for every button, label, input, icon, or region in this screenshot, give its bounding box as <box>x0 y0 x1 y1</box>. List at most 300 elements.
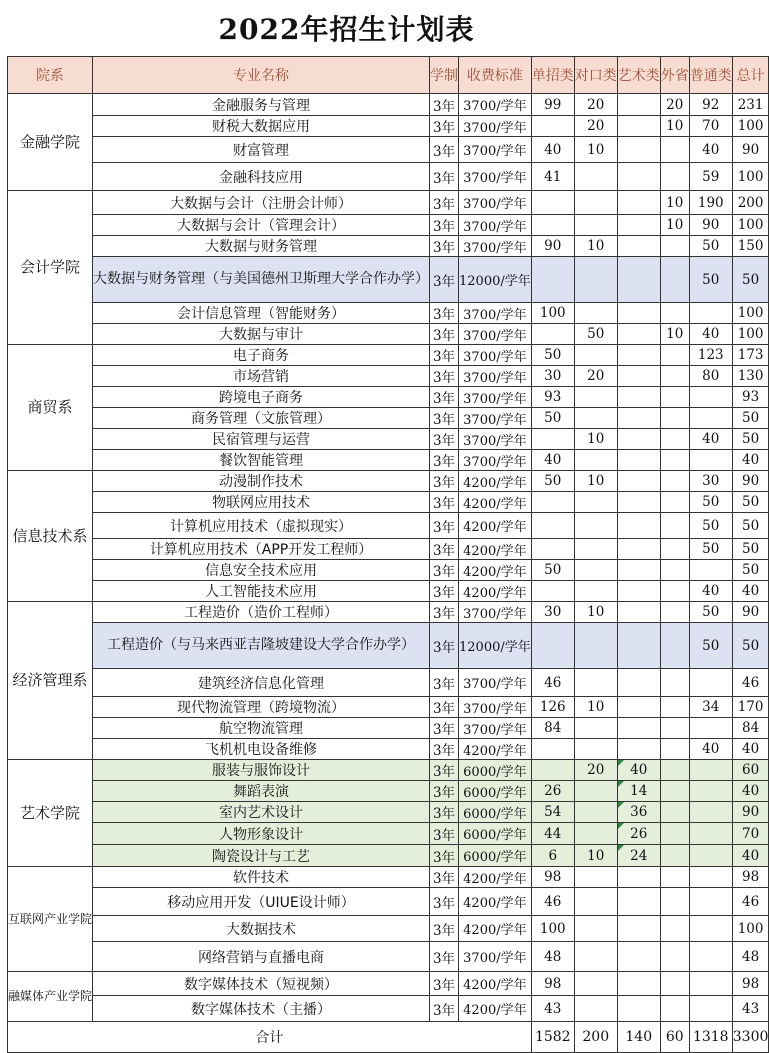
major-name: 餐饮智能管理 <box>93 450 430 471</box>
table-row <box>8 781 769 802</box>
total-cell: 150 <box>732 236 769 257</box>
duikou-cell <box>574 408 617 429</box>
table-row <box>8 345 769 366</box>
waisheng-cell <box>660 602 689 623</box>
fee-cell: 4200/学年 <box>459 560 532 581</box>
waisheng-cell: 10 <box>660 191 689 215</box>
duration-cell: 3年 <box>430 972 459 996</box>
major-name: 网络营销与直播电商 <box>93 942 430 972</box>
duration-cell: 3年 <box>430 137 459 163</box>
department-cell: 经济管理系 <box>8 602 93 760</box>
table-row <box>8 602 769 623</box>
major-name: 金融科技应用 <box>93 163 430 191</box>
danzhao-cell: 6 <box>531 845 574 867</box>
duration-cell: 3年 <box>430 802 459 823</box>
waisheng-cell <box>660 739 689 760</box>
duikou-cell <box>574 560 617 581</box>
putong-cell: 50 <box>689 236 732 257</box>
major-name: 人工智能技术应用 <box>93 581 430 602</box>
duikou-cell: 10 <box>574 697 617 718</box>
total-cell: 60 <box>732 760 769 781</box>
header-danzhao: 单招类 <box>531 57 574 94</box>
major-name: 信息安全技术应用 <box>93 560 430 581</box>
yishu-cell <box>617 669 660 697</box>
fee-cell: 4200/学年 <box>459 972 532 996</box>
total-total: 3300 <box>732 1022 769 1053</box>
waisheng-cell <box>660 718 689 739</box>
duikou-cell <box>574 513 617 539</box>
total-cell: 50 <box>732 257 769 303</box>
danzhao-cell <box>531 324 574 345</box>
danzhao-cell: 40 <box>531 450 574 471</box>
duration-cell: 3年 <box>430 760 459 781</box>
danzhao-cell <box>531 513 574 539</box>
total-yishu: 140 <box>617 1022 660 1053</box>
total-cell: 98 <box>732 867 769 888</box>
total-cell: 130 <box>732 366 769 387</box>
putong-cell <box>689 387 732 408</box>
yishu-cell <box>617 429 660 450</box>
duration-cell: 3年 <box>430 623 459 669</box>
fee-cell: 3700/学年 <box>459 602 532 623</box>
duration-cell: 3年 <box>430 387 459 408</box>
duikou-cell <box>574 623 617 669</box>
putong-cell: 50 <box>689 623 732 669</box>
fee-cell: 3700/学年 <box>459 324 532 345</box>
putong-cell <box>689 760 732 781</box>
waisheng-cell <box>660 236 689 257</box>
major-name: 财税大数据应用 <box>93 116 430 137</box>
putong-cell <box>689 972 732 996</box>
department-cell: 艺术学院 <box>8 760 93 867</box>
major-name: 市场营销 <box>93 366 430 387</box>
table-row <box>8 581 769 602</box>
putong-cell: 50 <box>689 602 732 623</box>
fee-cell: 6000/学年 <box>459 760 532 781</box>
yishu-cell <box>617 623 660 669</box>
duikou-cell <box>574 669 617 697</box>
waisheng-cell <box>660 996 689 1022</box>
department-cell: 金融学院 <box>8 94 93 191</box>
total-cell: 93 <box>732 387 769 408</box>
table-row <box>8 492 769 513</box>
duration-cell: 3年 <box>430 739 459 760</box>
putong-cell <box>689 845 732 867</box>
table-row <box>8 996 769 1022</box>
waisheng-cell <box>660 303 689 324</box>
duration-cell: 3年 <box>430 916 459 942</box>
waisheng-cell <box>660 137 689 163</box>
total-cell: 70 <box>732 823 769 845</box>
duikou-cell <box>574 739 617 760</box>
yishu-cell <box>617 303 660 324</box>
yishu-cell <box>617 513 660 539</box>
waisheng-cell <box>660 366 689 387</box>
major-name: 航空物流管理 <box>93 718 430 739</box>
putong-cell <box>689 303 732 324</box>
major-name: 动漫制作技术 <box>93 471 430 492</box>
major-name: 工程造价（与马来西亚吉隆坡建设大学合作办学） <box>93 623 430 669</box>
table-row <box>8 257 769 303</box>
duration-cell: 3年 <box>430 669 459 697</box>
fee-cell: 3700/学年 <box>459 236 532 257</box>
putong-cell: 92 <box>689 94 732 116</box>
major-name: 大数据与财务管理 <box>93 236 430 257</box>
duikou-cell <box>574 916 617 942</box>
duration-cell: 3年 <box>430 845 459 867</box>
duikou-cell <box>574 718 617 739</box>
table-row <box>8 888 769 916</box>
duikou-cell: 20 <box>574 760 617 781</box>
yishu-cell <box>617 137 660 163</box>
danzhao-cell: 90 <box>531 236 574 257</box>
total-cell: 200 <box>732 191 769 215</box>
total-cell: 50 <box>732 539 769 560</box>
table-row <box>8 191 769 215</box>
danzhao-cell: 46 <box>531 669 574 697</box>
putong-cell <box>689 996 732 1022</box>
fee-cell: 6000/学年 <box>459 823 532 845</box>
duikou-cell <box>574 823 617 845</box>
danzhao-cell: 54 <box>531 802 574 823</box>
table-row <box>8 823 769 845</box>
enrollment-plan-table <box>7 56 769 1053</box>
duration-cell: 3年 <box>430 163 459 191</box>
major-name: 大数据与会计（注册会计师） <box>93 191 430 215</box>
duikou-cell <box>574 972 617 996</box>
header-duration: 学制 <box>430 57 459 94</box>
danzhao-cell: 93 <box>531 387 574 408</box>
waisheng-cell <box>660 623 689 669</box>
waisheng-cell <box>660 408 689 429</box>
yishu-cell <box>617 581 660 602</box>
fee-cell: 6000/学年 <box>459 845 532 867</box>
putong-cell: 190 <box>689 191 732 215</box>
duration-cell: 3年 <box>430 257 459 303</box>
danzhao-cell: 98 <box>531 867 574 888</box>
duration-cell: 3年 <box>430 450 459 471</box>
putong-cell <box>689 669 732 697</box>
table-row <box>8 471 769 492</box>
total-cell: 40 <box>732 781 769 802</box>
total-cell: 46 <box>732 669 769 697</box>
major-name: 电子商务 <box>93 345 430 366</box>
danzhao-cell: 50 <box>531 408 574 429</box>
fee-cell: 3700/学年 <box>459 303 532 324</box>
duration-cell: 3年 <box>430 236 459 257</box>
yishu-cell <box>617 996 660 1022</box>
duikou-cell <box>574 942 617 972</box>
total-cell: 40 <box>732 450 769 471</box>
danzhao-cell <box>531 429 574 450</box>
duration-cell: 3年 <box>430 429 459 450</box>
fee-cell: 4200/学年 <box>459 888 532 916</box>
fee-cell: 3700/学年 <box>459 366 532 387</box>
total-cell: 100 <box>732 116 769 137</box>
duration-cell: 3年 <box>430 867 459 888</box>
header-total: 总计 <box>732 57 769 94</box>
putong-cell <box>689 888 732 916</box>
yishu-cell: 26 <box>617 823 660 845</box>
fee-cell: 12000/学年 <box>459 623 532 669</box>
major-name: 计算机应用技术（APP开发工程师） <box>93 539 430 560</box>
total-cell: 170 <box>732 697 769 718</box>
duikou-cell <box>574 802 617 823</box>
danzhao-cell: 50 <box>531 471 574 492</box>
major-name: 软件技术 <box>93 867 430 888</box>
major-name: 建筑经济信息化管理 <box>93 669 430 697</box>
total-cell: 100 <box>732 303 769 324</box>
table-row <box>8 697 769 718</box>
duikou-cell: 10 <box>574 429 617 450</box>
total-row <box>8 1022 769 1053</box>
waisheng-cell <box>660 942 689 972</box>
table-row <box>8 560 769 581</box>
fee-cell: 4200/学年 <box>459 739 532 760</box>
total-danzhao: 1582 <box>531 1022 574 1053</box>
waisheng-cell: 10 <box>660 116 689 137</box>
table-row <box>8 669 769 697</box>
department-cell: 会计学院 <box>8 191 93 345</box>
table-row <box>8 513 769 539</box>
danzhao-cell <box>531 739 574 760</box>
total-cell: 90 <box>732 137 769 163</box>
putong-cell: 90 <box>689 215 732 236</box>
total-cell: 100 <box>732 916 769 942</box>
fee-cell: 4200/学年 <box>459 581 532 602</box>
yishu-cell <box>617 942 660 972</box>
major-name: 大数据与会计（管理会计） <box>93 215 430 236</box>
danzhao-cell: 26 <box>531 781 574 802</box>
yishu-cell: 14 <box>617 781 660 802</box>
yishu-cell <box>617 888 660 916</box>
yishu-cell <box>617 116 660 137</box>
danzhao-cell: 48 <box>531 942 574 972</box>
table-row <box>8 867 769 888</box>
table-row <box>8 163 769 191</box>
yishu-cell: 36 <box>617 802 660 823</box>
danzhao-cell <box>531 539 574 560</box>
danzhao-cell: 84 <box>531 718 574 739</box>
duikou-cell: 20 <box>574 116 617 137</box>
waisheng-cell <box>660 972 689 996</box>
waisheng-cell <box>660 163 689 191</box>
fee-cell: 4200/学年 <box>459 867 532 888</box>
fee-cell: 3700/学年 <box>459 408 532 429</box>
duikou-cell: 10 <box>574 602 617 623</box>
major-name: 大数据与审计 <box>93 324 430 345</box>
department-cell: 商贸系 <box>8 345 93 471</box>
department-cell: 融媒体产业学院 <box>8 972 93 1022</box>
total-cell: 50 <box>732 623 769 669</box>
fee-cell: 3700/学年 <box>459 215 532 236</box>
putong-cell: 50 <box>689 257 732 303</box>
major-name: 金融服务与管理 <box>93 94 430 116</box>
header-row <box>8 57 769 94</box>
yishu-cell <box>617 602 660 623</box>
fee-cell: 3700/学年 <box>459 137 532 163</box>
duration-cell: 3年 <box>430 324 459 345</box>
fee-cell: 3700/学年 <box>459 697 532 718</box>
total-duikou: 200 <box>574 1022 617 1053</box>
duikou-cell: 20 <box>574 94 617 116</box>
putong-cell: 30 <box>689 471 732 492</box>
duikou-cell: 10 <box>574 471 617 492</box>
duration-cell: 3年 <box>430 471 459 492</box>
putong-cell: 50 <box>689 539 732 560</box>
duration-cell: 3年 <box>430 513 459 539</box>
danzhao-cell: 50 <box>531 560 574 581</box>
putong-cell <box>689 802 732 823</box>
major-name: 物联网应用技术 <box>93 492 430 513</box>
major-name: 民宿管理与运营 <box>93 429 430 450</box>
duration-cell: 3年 <box>430 560 459 581</box>
fee-cell: 4200/学年 <box>459 916 532 942</box>
page-title: 2022年招生计划表 <box>218 13 475 46</box>
duikou-cell <box>574 215 617 236</box>
putong-cell <box>689 867 732 888</box>
table-row <box>8 408 769 429</box>
fee-cell: 4200/学年 <box>459 513 532 539</box>
waisheng-cell <box>660 492 689 513</box>
duikou-cell <box>574 581 617 602</box>
danzhao-cell: 40 <box>531 137 574 163</box>
total-cell: 46 <box>732 888 769 916</box>
duikou-cell <box>574 996 617 1022</box>
yishu-cell: 40 <box>617 760 660 781</box>
putong-cell: 123 <box>689 345 732 366</box>
total-cell: 84 <box>732 718 769 739</box>
duikou-cell <box>574 539 617 560</box>
major-name: 数字媒体技术（主播） <box>93 996 430 1022</box>
putong-cell <box>689 560 732 581</box>
department-cell: 互联网产业学院 <box>8 867 93 972</box>
duration-cell: 3年 <box>430 888 459 916</box>
total-putong: 1318 <box>689 1022 732 1053</box>
putong-cell: 40 <box>689 429 732 450</box>
danzhao-cell: 44 <box>531 823 574 845</box>
yishu-cell <box>617 972 660 996</box>
major-name: 会计信息管理（智能财务） <box>93 303 430 324</box>
fee-cell: 3700/学年 <box>459 669 532 697</box>
header-putong: 普通类 <box>689 57 732 94</box>
putong-cell <box>689 823 732 845</box>
table-row <box>8 366 769 387</box>
total-cell: 231 <box>732 94 769 116</box>
waisheng-cell <box>660 823 689 845</box>
total-cell: 173 <box>732 345 769 366</box>
table-row <box>8 450 769 471</box>
header-duikou: 对口类 <box>574 57 617 94</box>
fee-cell: 6000/学年 <box>459 781 532 802</box>
duikou-cell <box>574 191 617 215</box>
duration-cell: 3年 <box>430 697 459 718</box>
major-name: 室内艺术设计 <box>93 802 430 823</box>
putong-cell <box>689 450 732 471</box>
fee-cell: 3700/学年 <box>459 191 532 215</box>
duration-cell: 3年 <box>430 303 459 324</box>
putong-cell: 40 <box>689 137 732 163</box>
waisheng-cell <box>660 345 689 366</box>
table-row <box>8 718 769 739</box>
duikou-cell: 50 <box>574 324 617 345</box>
duikou-cell <box>574 257 617 303</box>
duikou-cell <box>574 867 617 888</box>
major-name: 服装与服饰设计 <box>93 760 430 781</box>
duration-cell: 3年 <box>430 94 459 116</box>
duikou-cell <box>574 888 617 916</box>
duikou-cell: 10 <box>574 845 617 867</box>
fee-cell: 3700/学年 <box>459 942 532 972</box>
putong-cell <box>689 942 732 972</box>
yishu-cell <box>617 916 660 942</box>
waisheng-cell <box>660 760 689 781</box>
table-row <box>8 539 769 560</box>
duration-cell: 3年 <box>430 539 459 560</box>
total-cell: 100 <box>732 163 769 191</box>
total-cell: 90 <box>732 471 769 492</box>
yishu-cell <box>617 163 660 191</box>
waisheng-cell: 20 <box>660 94 689 116</box>
danzhao-cell: 46 <box>531 888 574 916</box>
yishu-cell <box>617 408 660 429</box>
total-cell: 100 <box>732 324 769 345</box>
duikou-cell <box>574 781 617 802</box>
waisheng-cell <box>660 697 689 718</box>
putong-cell: 40 <box>689 581 732 602</box>
department-cell: 信息技术系 <box>8 471 93 602</box>
table-row <box>8 324 769 345</box>
danzhao-cell <box>531 623 574 669</box>
waisheng-cell <box>660 471 689 492</box>
table-row <box>8 916 769 942</box>
danzhao-cell: 30 <box>531 602 574 623</box>
putong-cell <box>689 916 732 942</box>
major-name: 大数据与财务管理（与美国德州卫斯理大学合作办学） <box>93 257 430 303</box>
duration-cell: 3年 <box>430 581 459 602</box>
yishu-cell <box>617 366 660 387</box>
yishu-cell <box>617 191 660 215</box>
total-cell: 50 <box>732 513 769 539</box>
waisheng-cell <box>660 802 689 823</box>
fee-cell: 3700/学年 <box>459 718 532 739</box>
total-cell: 40 <box>732 581 769 602</box>
table-row <box>8 972 769 996</box>
yishu-cell <box>617 718 660 739</box>
waisheng-cell <box>660 387 689 408</box>
table-row <box>8 387 769 408</box>
waisheng-cell <box>660 539 689 560</box>
waisheng-cell <box>660 560 689 581</box>
table-row <box>8 94 769 116</box>
fee-cell: 3700/学年 <box>459 387 532 408</box>
duikou-cell <box>574 450 617 471</box>
total-cell: 50 <box>732 560 769 581</box>
yishu-cell <box>617 739 660 760</box>
header-waisheng: 外省 <box>660 57 689 94</box>
fee-cell: 3700/学年 <box>459 94 532 116</box>
yishu-cell <box>617 324 660 345</box>
fee-cell: 6000/学年 <box>459 802 532 823</box>
duikou-cell: 10 <box>574 137 617 163</box>
table-row <box>8 802 769 823</box>
danzhao-cell: 99 <box>531 94 574 116</box>
total-cell: 50 <box>732 429 769 450</box>
danzhao-cell: 100 <box>531 303 574 324</box>
yishu-cell <box>617 345 660 366</box>
duration-cell: 3年 <box>430 116 459 137</box>
duration-cell: 3年 <box>430 492 459 513</box>
